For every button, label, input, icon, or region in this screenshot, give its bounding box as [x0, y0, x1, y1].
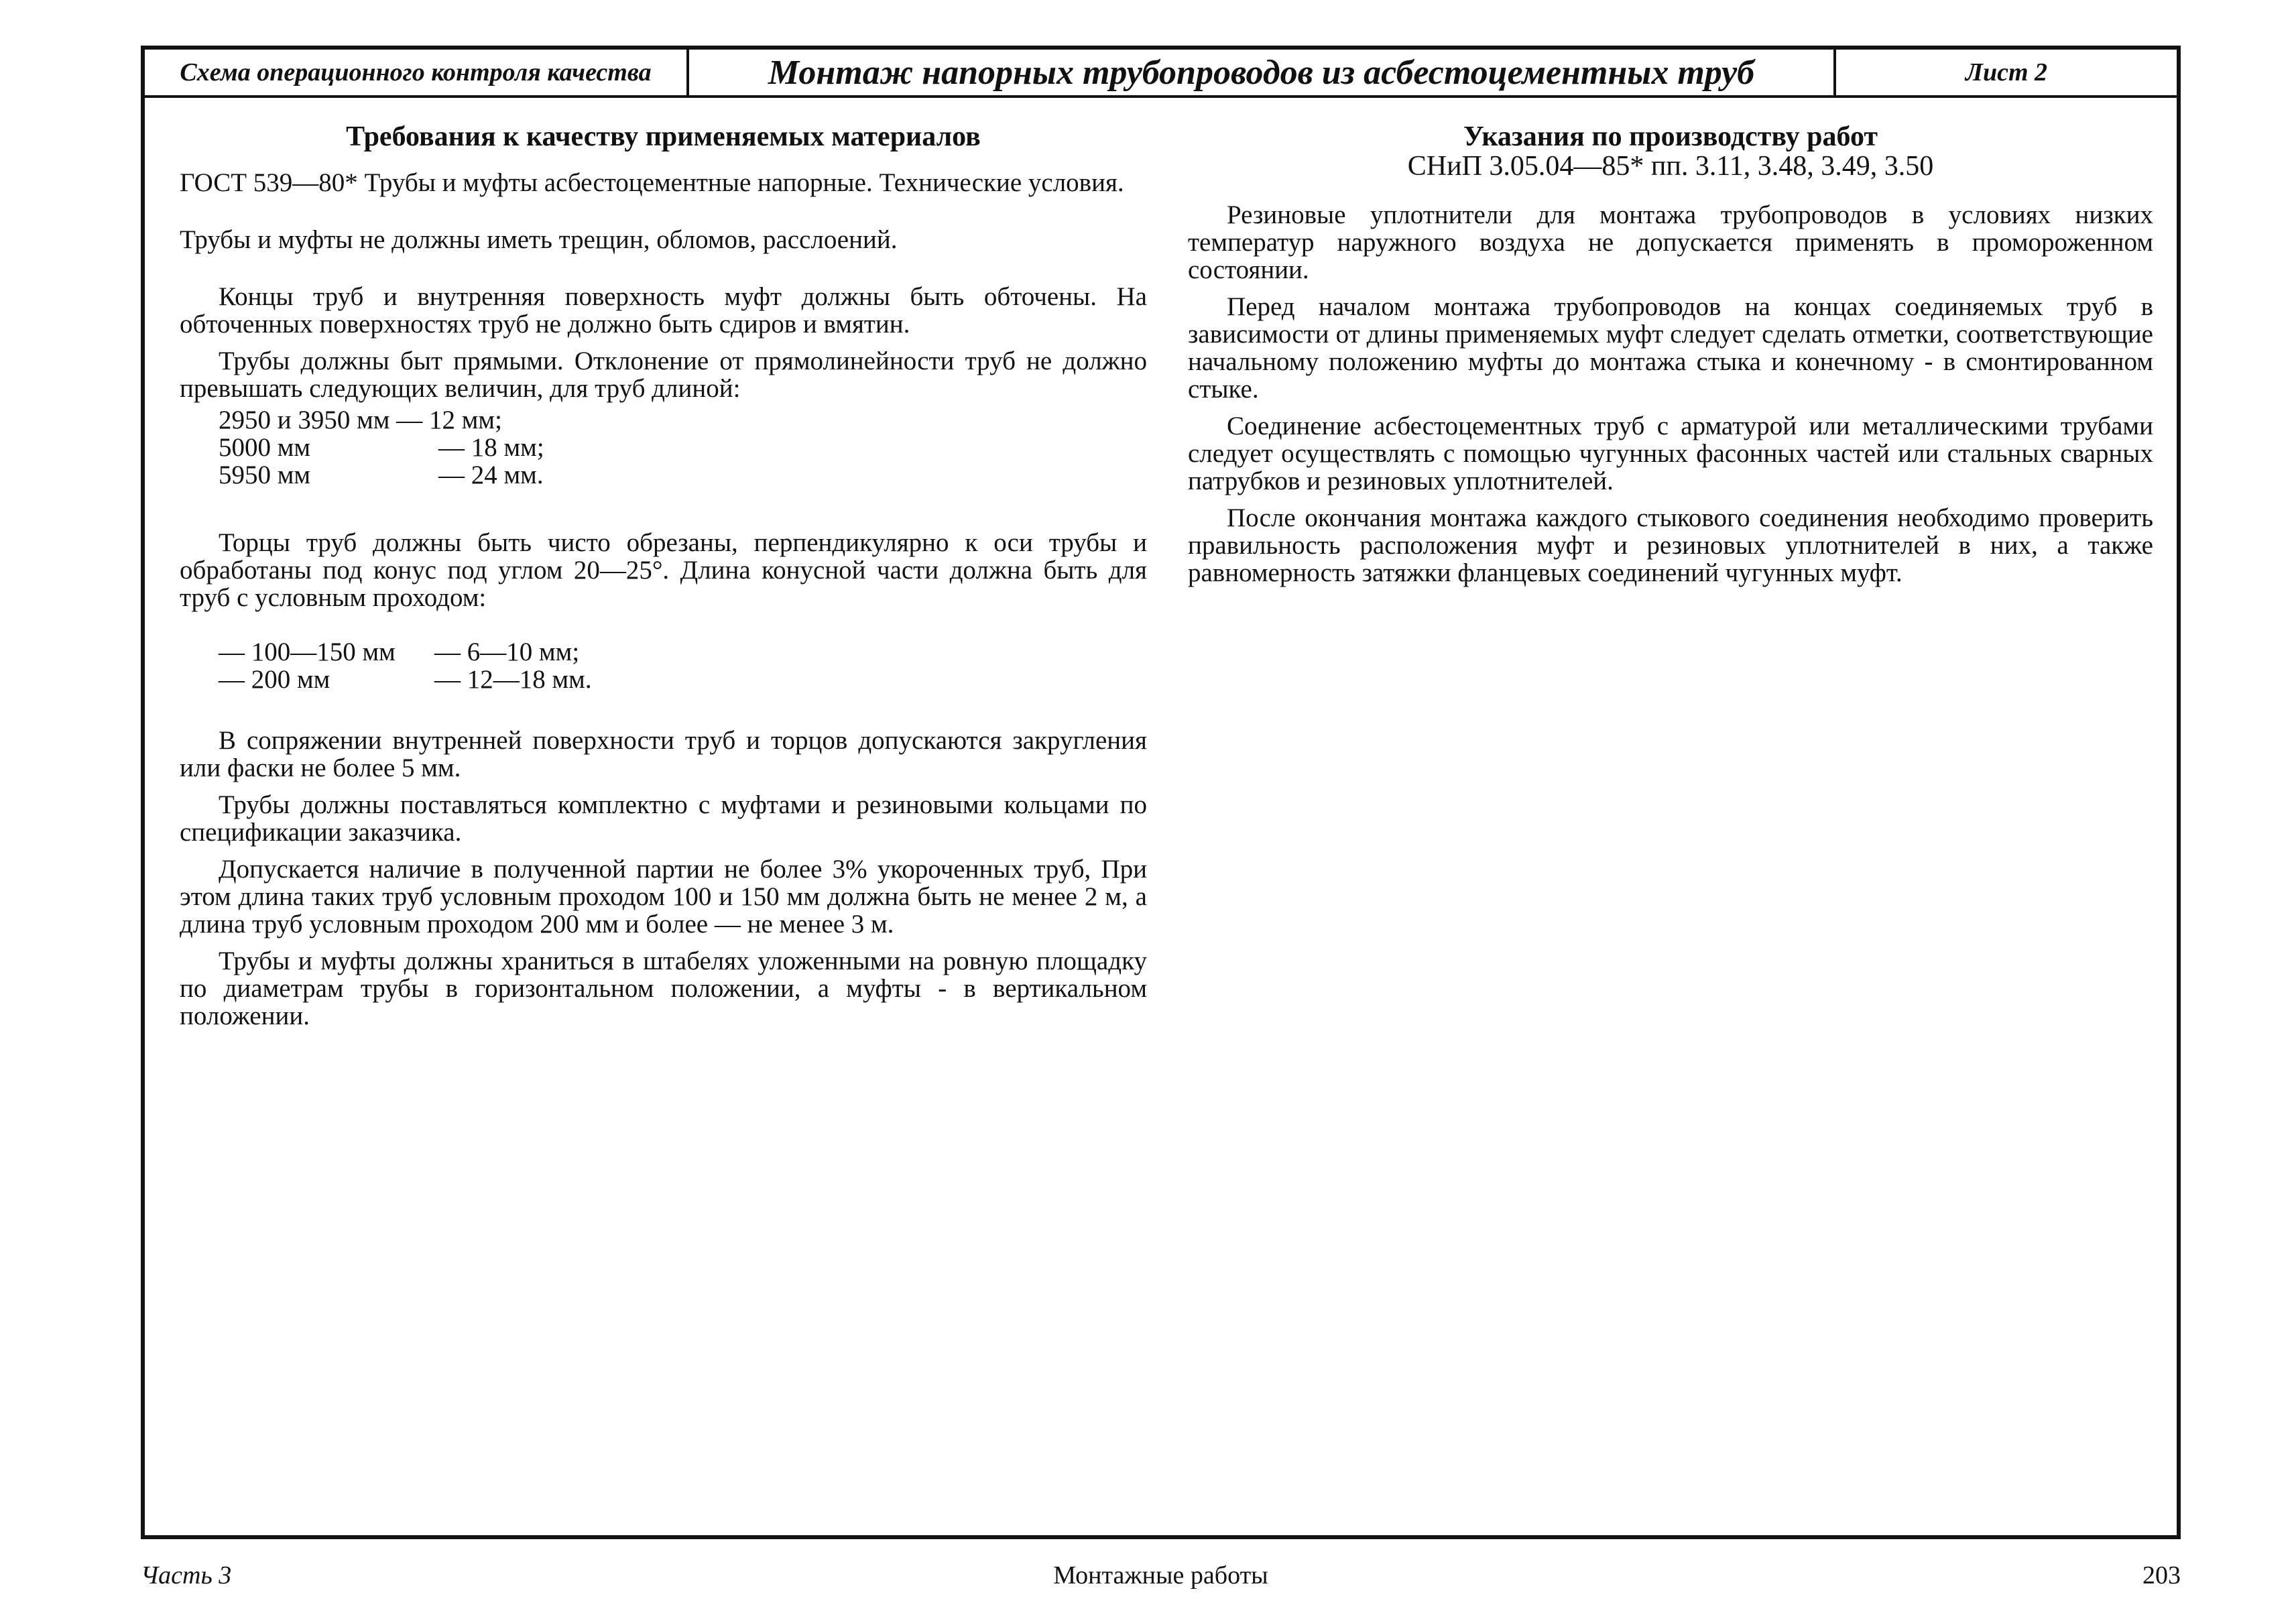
- footer-part: Часть 3: [141, 1561, 232, 1589]
- header-sheet-number: Лист 2: [1965, 58, 2048, 86]
- page-frame: [141, 46, 2181, 1539]
- paragraph: В сопряжении внутренней поверхности труб и торцов допускаются закругления или фаски не более 5 мм.: [180, 726, 1147, 782]
- cone-length-row: [219, 638, 1147, 666]
- paragraph: Трубы и муфты не должны иметь трещин, обломов, расслоений.: [180, 225, 898, 254]
- spec-row: [219, 434, 1147, 461]
- instructions-heading: Указания по производству работ: [1463, 121, 1878, 152]
- paragraph: Соединение асбестоцементных труб с арматурой или металлическими трубами следует осуществлять с помощью чугунных фасонных частей или стальных сварных патрубков и резиновых уплотнителей.: [1188, 412, 2153, 495]
- spec-length: 2950 и 3950 мм — 12 мм;: [219, 406, 502, 434]
- spec-value: — 24 мм.: [438, 461, 544, 489]
- instructions-reference: СНиП 3.05.04—85* пп. 3.11, 3.48, 3.49, 3.50: [1407, 151, 1934, 182]
- spec-length: 5950 мм: [219, 461, 311, 489]
- paragraph: ГОСТ 539—80* Трубы и муфты асбестоцементные напорные. Технические условия.: [180, 168, 1124, 197]
- paragraph: Резиновые уплотнители для монтажа трубопроводов в условиях низких температур наружного воздуха не допускается применять в промороженном состоянии.: [1188, 200, 2153, 284]
- paragraph: Перед началом монтажа трубопроводов на концах соединяемых труб в зависимости от длины применяемых муфт следует сделать отметки, соответствующие начальному положению муфты до монтажа стыка и конечному - в смонтированном стыке.: [1188, 292, 2153, 404]
- spec-row: [219, 461, 1147, 489]
- paragraph: Трубы должны быт прямыми. Отклонение от прямолинейности труб не должно превышать следующих величин, для труб длиной:: [180, 347, 1147, 403]
- cone-length-list: [180, 638, 1147, 693]
- header-title: Монтаж напорных трубопроводов из асбестоцементных труб: [689, 50, 1836, 95]
- paragraph: Трубы должны поставляться комплектно с муфтами и резиновыми кольцами по спецификации заказчика.: [180, 790, 1147, 847]
- materials-heading: Требования к качеству применяемых материалов: [346, 121, 981, 152]
- work-instructions-column: [1188, 122, 2153, 596]
- paragraph: Торцы труб должны быть чисто обрезаны, перпендикулярно к оси трубы и обработаны под конус под углом 20—25°. Длина конусной части должна быть для труб с условным проходом:: [180, 528, 1147, 612]
- spec-row: [219, 406, 1147, 434]
- cone-length-row: [219, 666, 1147, 693]
- header-doc-type: Схема операционного контроля качества: [145, 50, 689, 95]
- cone-length: — 6—10 мм;: [434, 638, 580, 666]
- cone-diameter: — 200 мм: [219, 665, 330, 694]
- cone-length: — 12—18 мм.: [434, 665, 592, 694]
- spec-length: 5000 мм: [219, 433, 311, 462]
- straightness-spec-list: [180, 406, 1147, 489]
- paragraph: После окончания монтажа каждого стыкового соединения необходимо проверить правильность расположения муфт и резиновых уплотнителей в них, а также равномерность затяжки фланцевых соединений чугунных муфт.: [1188, 503, 2153, 587]
- paragraph: Трубы и муфты должны храниться в штабелях уложенными на ровную площадку по диаметрам трубы в горизонтальном положении, а муфты - в вертикальном положении.: [180, 947, 1147, 1030]
- paragraph: Допускается наличие в полученной партии не более 3% укороченных труб, При этом длина таких труб условным проходом 100 и 150 мм должна быть не менее 2 м, а длина труб условным проходом 200 мм и более — не менее 3 м.: [180, 855, 1147, 939]
- spec-value: — 18 мм;: [438, 433, 544, 462]
- header-table: [145, 50, 2177, 98]
- cone-diameter: — 100—150 мм: [219, 638, 396, 666]
- page-footer: [141, 1561, 2181, 1594]
- paragraph: Концы труб и внутренняя поверхность муфт должны быть обточены. На обточенных поверхностях труб не должно быть сдиров и вмятин.: [180, 282, 1147, 339]
- materials-requirements-column: [180, 122, 1147, 1039]
- page-number: 203: [2142, 1561, 2181, 1589]
- footer-section: Монтажные работы: [1053, 1561, 1268, 1589]
